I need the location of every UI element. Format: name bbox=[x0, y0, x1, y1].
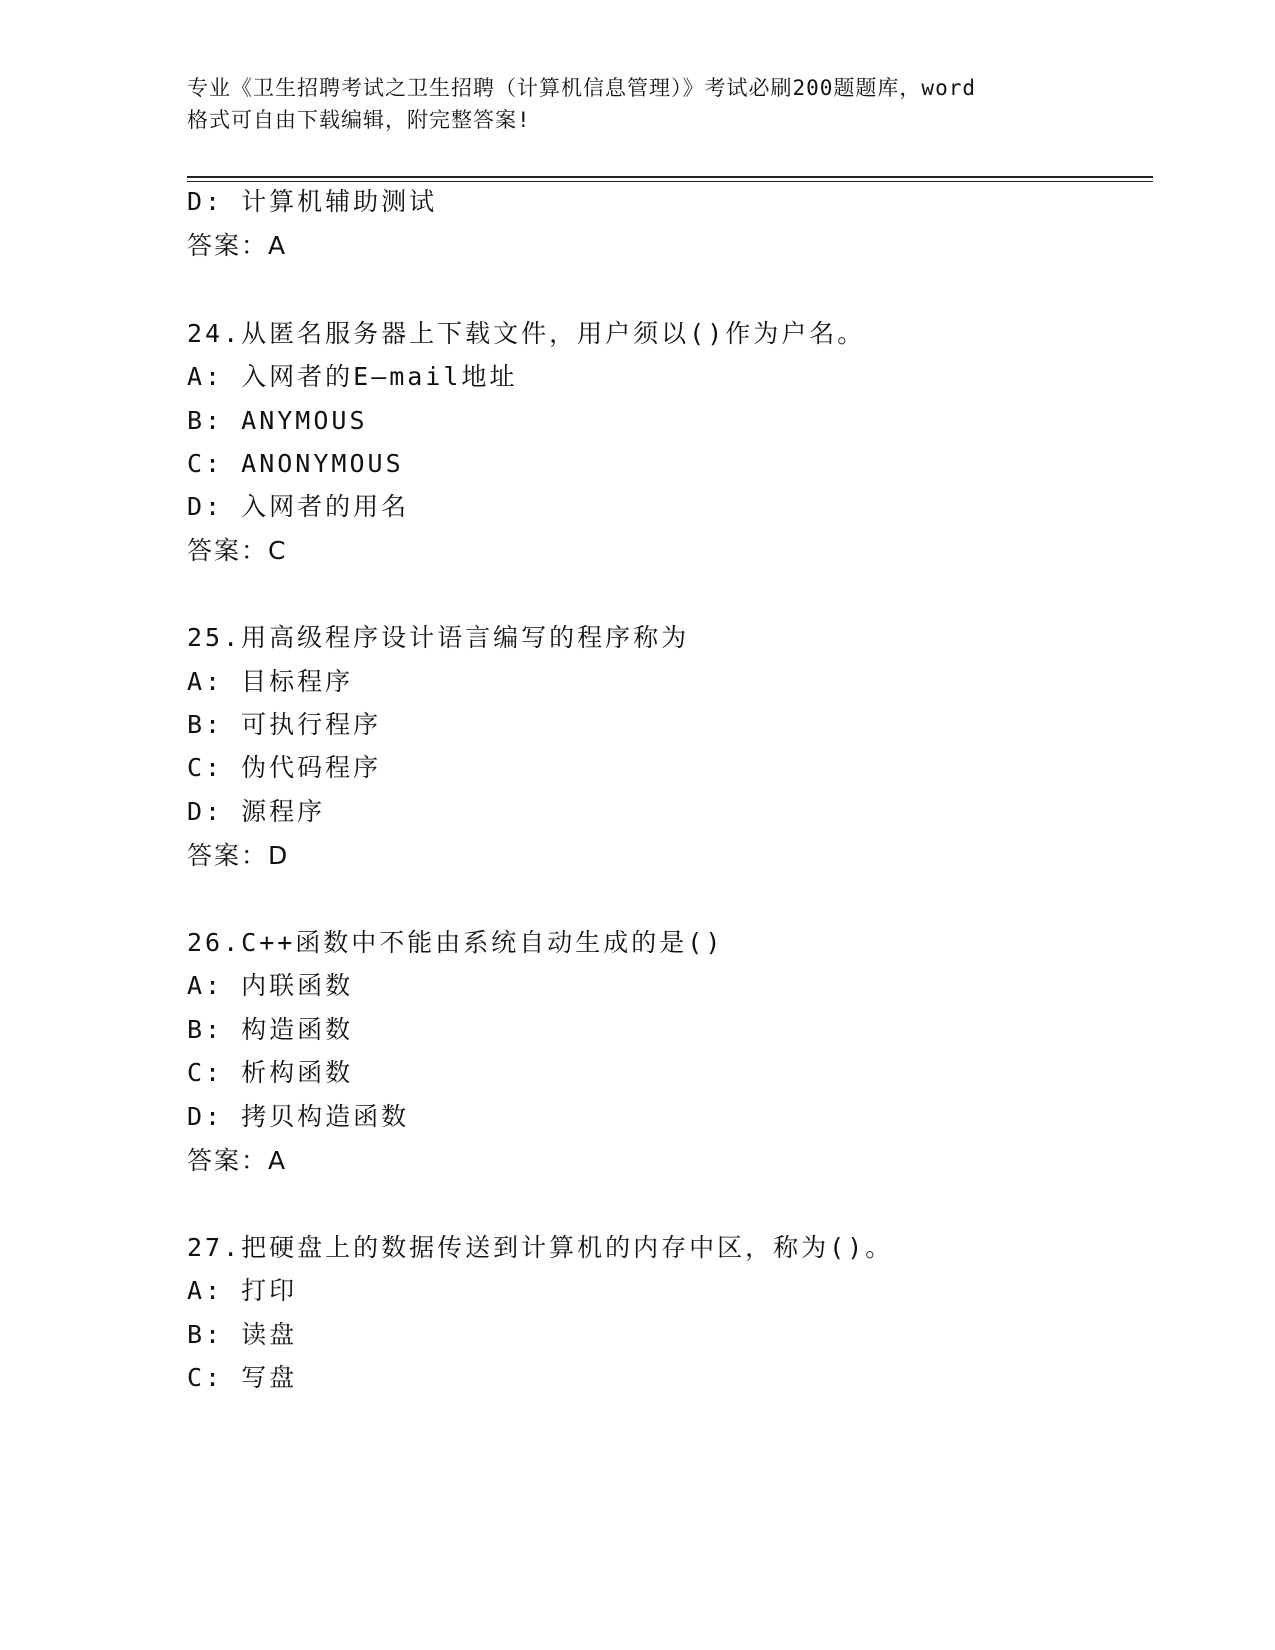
header-title-line2: 格式可自由下载编辑，附完整答案! bbox=[187, 108, 531, 132]
q27-option-b: B: 读盘 bbox=[187, 1320, 298, 1349]
q25-stem: 25.用高级程序设计语言编写的程序称为 bbox=[187, 623, 690, 652]
q26-stem: 26.C++函数中不能由系统自动生成的是() bbox=[187, 928, 724, 957]
q25-option-b: B: 可执行程序 bbox=[187, 710, 382, 739]
prev-option-d: D: 计算机辅助测试 bbox=[187, 187, 438, 216]
q26-option-a: A: 内联函数 bbox=[187, 971, 354, 1000]
document-header bbox=[187, 72, 1087, 136]
q26-option-b: B: 构造函数 bbox=[187, 1015, 354, 1044]
prev-answer: 答案：A bbox=[187, 231, 288, 260]
q27-option-c: C: 写盘 bbox=[187, 1363, 298, 1392]
q25-option-d: D: 源程序 bbox=[187, 797, 326, 826]
q27-option-a: A: 打印 bbox=[187, 1276, 298, 1305]
q25-answer: 答案：D bbox=[187, 841, 290, 870]
q24-option-c: C: ANONYMOUS bbox=[187, 449, 404, 478]
q25-option-c: C: 伪代码程序 bbox=[187, 753, 382, 782]
q27-stem: 27.把硬盘上的数据传送到计算机的内存中区，称为()。 bbox=[187, 1233, 894, 1262]
q24-option-a: A: 入网者的E—mail地址 bbox=[187, 362, 518, 391]
header-divider-thick bbox=[187, 176, 1153, 178]
q26-option-d: D: 拷贝构造函数 bbox=[187, 1102, 410, 1131]
q24-stem: 24.从匿名服务器上下载文件，用户须以()作为户名。 bbox=[187, 319, 866, 348]
q26-option-c: C: 析构函数 bbox=[187, 1058, 354, 1087]
q25-option-a: A: 目标程序 bbox=[187, 667, 354, 696]
header-divider-thin bbox=[187, 181, 1153, 182]
q24-option-d: D: 入网者的用名 bbox=[187, 492, 410, 521]
header-title-line1: 专业《卫生招聘考试之卫生招聘（计算机信息管理）》考试必刷200题题库，word bbox=[187, 76, 976, 100]
q26-answer: 答案：A bbox=[187, 1146, 288, 1175]
q24-option-b: B: ANYMOUS bbox=[187, 406, 368, 435]
q24-answer: 答案：C bbox=[187, 536, 288, 565]
